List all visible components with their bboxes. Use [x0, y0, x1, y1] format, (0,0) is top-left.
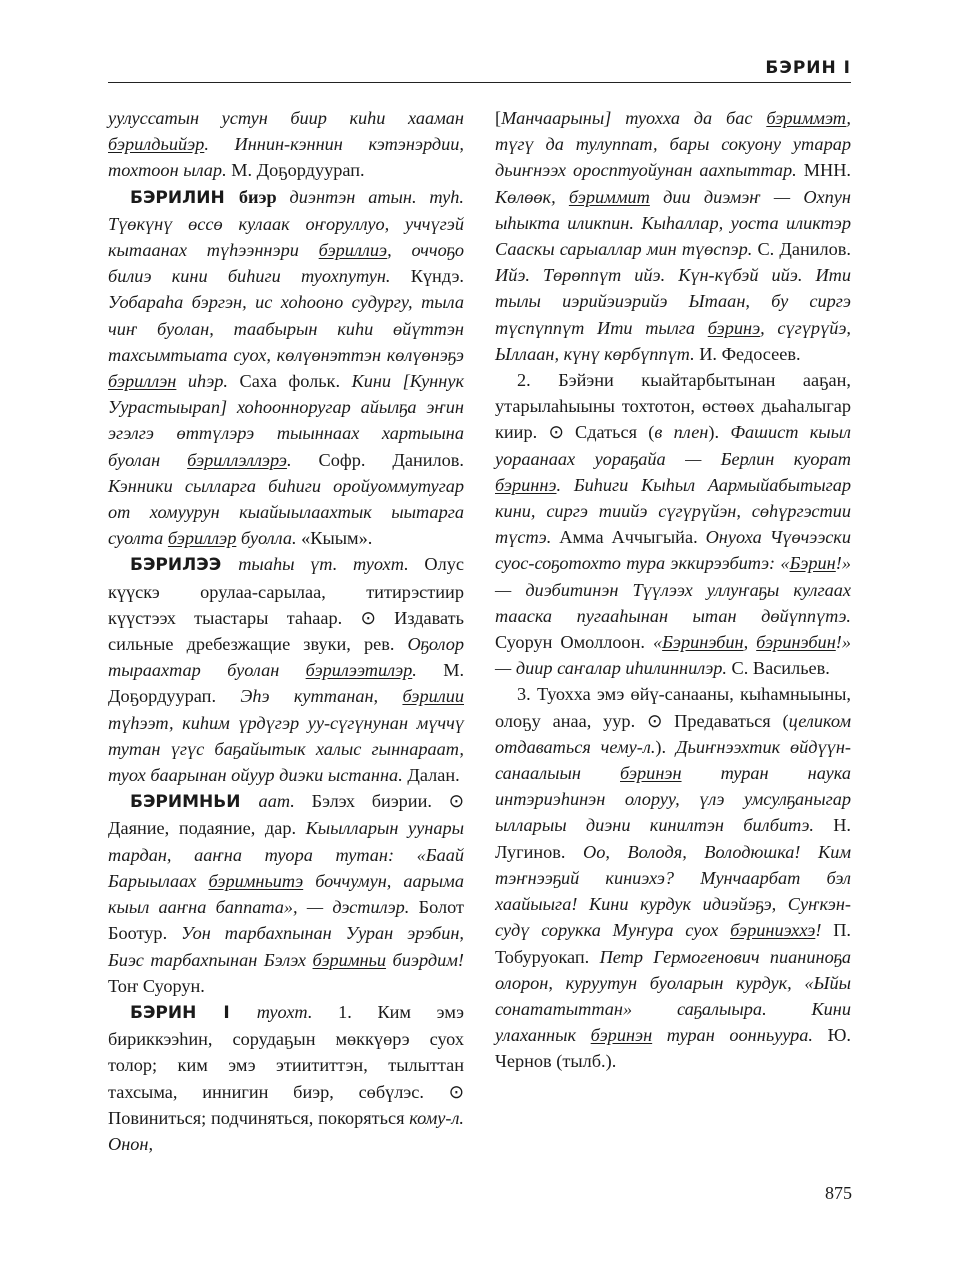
example-word: бэриллиэ [318, 240, 388, 261]
example-word: бэриммэт [766, 108, 847, 128]
entry-text: М. Доҕордуурап. [108, 660, 465, 707]
dictionary-entry [108, 788, 464, 999]
headword: БЭРИМНЬИ [130, 792, 259, 813]
entry-text: Кэнники сылларга биһиги оройуоммутугар от хомуурун кыайыылаахтык ыытарга суолта [108, 475, 464, 549]
entry-text: дэстилэр. [332, 897, 419, 918]
running-headword: БЭРИН I [765, 58, 851, 78]
entry-text: биэр [238, 186, 290, 207]
entry-text: диэнтэн атын. туһ. Түөкүнү өссө кулаак оҥоруллуо, уччүгэй кытаанах түһээннэри [108, 186, 464, 261]
entry-text: Ю. Чернов (тылб.). [495, 1025, 851, 1072]
entry-text: Н. Лугинов. [495, 815, 851, 862]
entry-text: Тоҥ Суорун. [108, 975, 205, 996]
entry-text: ] туохха да бас [604, 108, 767, 128]
entry-text: , оччоҕо билиэ кини биһиги туохпутун. [108, 240, 464, 287]
entry-text: П. Тобуруокап. [495, 920, 851, 967]
dictionary-entry [108, 551, 464, 788]
entry-text: С. Данилов. [757, 239, 851, 260]
entry-text: Олус күүскэ орулаа-сарылаа, титирэстиир күүстээх тыастары таһаар. ⊙ Издавать сильные дребезжащие звуки, [108, 554, 464, 655]
entry-text: Суорун Омоллоон. [495, 632, 653, 653]
headword: БЭРИЛЭЭ [130, 555, 239, 576]
entry-text: . [556, 474, 574, 495]
dictionary-entry [108, 999, 464, 1157]
entry-text: Кини [ [351, 371, 410, 392]
example-word: бэриммит [568, 186, 650, 207]
example-word: бэрилдьийэр [108, 134, 205, 155]
entry-text: туран оонньуура. [652, 1025, 828, 1046]
example-word: бэриллэн [108, 371, 177, 392]
entry-text: ! [815, 920, 834, 941]
entry-text: Уон тарбахпынан Ууран эрэбин, Биэс тарбахпынан Бэлэх [108, 923, 464, 970]
right-column [495, 105, 851, 1075]
example-word: бэриллэллэрэ [187, 449, 287, 470]
entry-text: Куннук Уурастыырап [108, 371, 464, 418]
example-word: бэриниэххэ [730, 920, 816, 941]
example-word: бэрилээтилэр [305, 660, 413, 681]
entry-text: . [286, 449, 319, 470]
entry-text: Оо, Володя, Володюшка! Ким тэҥнээҕий киниэхэ? Мунчаарбат бэл хаайыыга! Кини курдук идиэйэҕэ, Суҥкэн-судү сорукка Муҥура суох [495, 841, 852, 941]
entry-text: Амма Аччыгыйа. [559, 527, 706, 548]
entry-text: . [412, 660, 444, 681]
entry-text: 3. Туохха эмэ өйү-санааны, кыһамныыны, олоҕу анаа, уур. ⊙ Предаваться ( [495, 684, 851, 731]
entry-text: ). [655, 736, 676, 757]
entry-text: 2. Бэйэни кыайтарбытынан ааҕан, утарылаһыыны тохтотон, өстөөх дьаһалыгар киир. ⊙ Сдаться ( [495, 370, 851, 443]
example-word: бэриллэр [167, 528, 237, 549]
example-word: бэринэбин [756, 632, 836, 653]
entry-text: , түгү да тулуппат, бары сокуону утарар дьиҥнээх оросптуойунан аахпыттар. [495, 108, 851, 181]
entry-text: !» — диэбитинэн Түүлээх уллуҥаҕы кулгаах тааска пугааһынан ытан дөйүппүтэ. [495, 553, 851, 626]
entry-text: целиком отдаваться чему-л. [495, 710, 851, 757]
entry-text: туохт. [256, 1001, 339, 1022]
entry-text: Фашист кыыл уораанаах уораҕайа — Берлин куорат [495, 422, 851, 469]
entry-text: Манчаарыны [501, 108, 605, 128]
example-word: бэринэн [620, 763, 682, 784]
entry-text: Далан. [407, 765, 460, 786]
entry-text: [ [495, 108, 502, 128]
continuation-paragraph [108, 105, 464, 184]
entry-text: иһэр. [176, 371, 240, 392]
running-header [108, 56, 851, 83]
entry-text: « [653, 632, 663, 653]
entry-text: биэрдим! [386, 949, 464, 970]
example-word: бэрилии [402, 686, 464, 707]
entry-text: , сүгүрүйэ, Ыллаан, күнү көрбүппүт. [495, 317, 851, 364]
entry-text: аат. [258, 791, 312, 812]
entry-text: дии диэмэҥ — Охпун ыһыкта иликпин. Кыһаллар, уоста иликтэр Сааскы сарыаллар мин түөспэр. [495, 186, 851, 260]
entry-text: тыаһы үт. туохт. [238, 554, 425, 575]
entry-text: 1. Ким эмэ бириккээһин, сорудаҕын мөккүөрэ суох толор; ким эмэ этиититтэн, тылыттан тахсыма, иннигин биэр, сөбүлэс. ⊙ Повиниться; подчиняться, покоряться [108, 1001, 464, 1128]
example-word: бэринэн [590, 1025, 653, 1046]
entry-text: С. Васильев. [731, 658, 830, 679]
left-column [108, 105, 464, 1157]
continuation-paragraph [495, 105, 851, 367]
entry-text: ] хоһоонноругар айылҕа эҥин эгэлгэ өттүлэрэ тыыннаах хартыына буолан [108, 397, 464, 470]
example-word: Бэринэбин [662, 632, 744, 653]
entry-text: уулуссатын устун биир киһи хааман [108, 108, 464, 128]
sense-paragraph [495, 367, 851, 681]
entry-text: Петр Гермогенович пианиноҕа олорон, куруутун буоларын курдук, «Ыйы сонататыттан» саҕалыыра. Кини улаханнык [495, 946, 851, 1046]
page-number: 875 [825, 1183, 852, 1203]
entry-text: Дьиҥнээхтик өйдүүн-санаалыын [495, 736, 851, 784]
entry-text: !» — диир саҥалар иһилиннилэр. [495, 632, 851, 679]
headword: БЭРИЛИН [130, 187, 239, 208]
example-word: бэриннэ [495, 474, 557, 495]
entry-text: Саха фольк. [239, 371, 352, 392]
dictionary-entry [108, 184, 464, 552]
entry-text: Оҕолор тыраахтар буолан [108, 634, 464, 681]
sense-paragraph [495, 681, 851, 1074]
headword: БЭРИН I [130, 1002, 257, 1023]
entry-text: Софр. Данилов. [318, 449, 465, 470]
entry-text: М. Доҕордуурап. [231, 160, 365, 181]
entry-text: «Кыым». [301, 528, 373, 549]
entry-text: рев. [363, 634, 408, 655]
entry-text: Уобараһа бэргэн, ис хоһооно судургу, тыла чиҥ буолан, таабырын киһи өйүттэн тахсымтыата суох, көлүөнэттэн көлүөнэҕэ [108, 292, 464, 365]
entry-text: кому-л. Онон, [108, 1107, 464, 1154]
example-word: бэринэ [707, 317, 761, 338]
entry-text: Болот Боотур. [108, 897, 464, 944]
entry-text: Күндэ. [410, 266, 464, 287]
entry-text: Көлөөк, [495, 186, 569, 207]
entry-text: , [743, 632, 757, 653]
entry-text: в плен [654, 422, 709, 443]
entry-text: И. Федосеев. [699, 343, 801, 364]
entry-text: туран наука интэриэһинэн олоруу, үлэ умсулҕаныгар ылларыы диэни кинилтэн билбитэ. [495, 763, 851, 836]
entry-text: Биһиги Кыһыл Аармыйабытыгар кини, сиргэ тиийэ сүгүрүйэн, сөһүргэстии түстэ. [495, 474, 851, 548]
entry-text: боччумун, аарыма кыыл ааҥна баппата», — [108, 870, 464, 918]
entry-text: Бэлэх биэрии. ⊙ Даяние, подаяние, дар. [108, 791, 464, 839]
entry-text: Эһэ куттанан, [240, 686, 403, 707]
entry-text: . Иннин-кэннин кэтэнэрдии, тохтоон ылар. [108, 134, 464, 181]
example-word: бэримньитэ [208, 870, 304, 891]
entry-text: Ийэ. Төрөппүт ийэ. Күн-күбэй ийэ. Ити тылы иэрийэиэрийэ Ытаан, бу сиргэ түспүппүт Ити тылга [495, 265, 851, 338]
entry-text: буолла. [236, 528, 302, 549]
entry-text: МНН. [803, 160, 851, 181]
example-word: бэримньи [312, 949, 387, 970]
entry-text: Онуоха Чүөчээски суос-соҕотохто тура эккирээбитэ: « [495, 527, 851, 574]
entry-text: ). [708, 422, 731, 443]
example-word: Бэрин [789, 553, 836, 574]
entry-text: Кыылларын уунары тардан, ааҥна туора тутан: «Баай Барыылаах [108, 818, 464, 891]
entry-text: түһээт, киһим үрдүгэр уу-сүгүнунан мүччү тутан үгүс баҕайытык халыс гыннараат, туох баарынан ойуур диэки ыстанна. [108, 712, 464, 786]
